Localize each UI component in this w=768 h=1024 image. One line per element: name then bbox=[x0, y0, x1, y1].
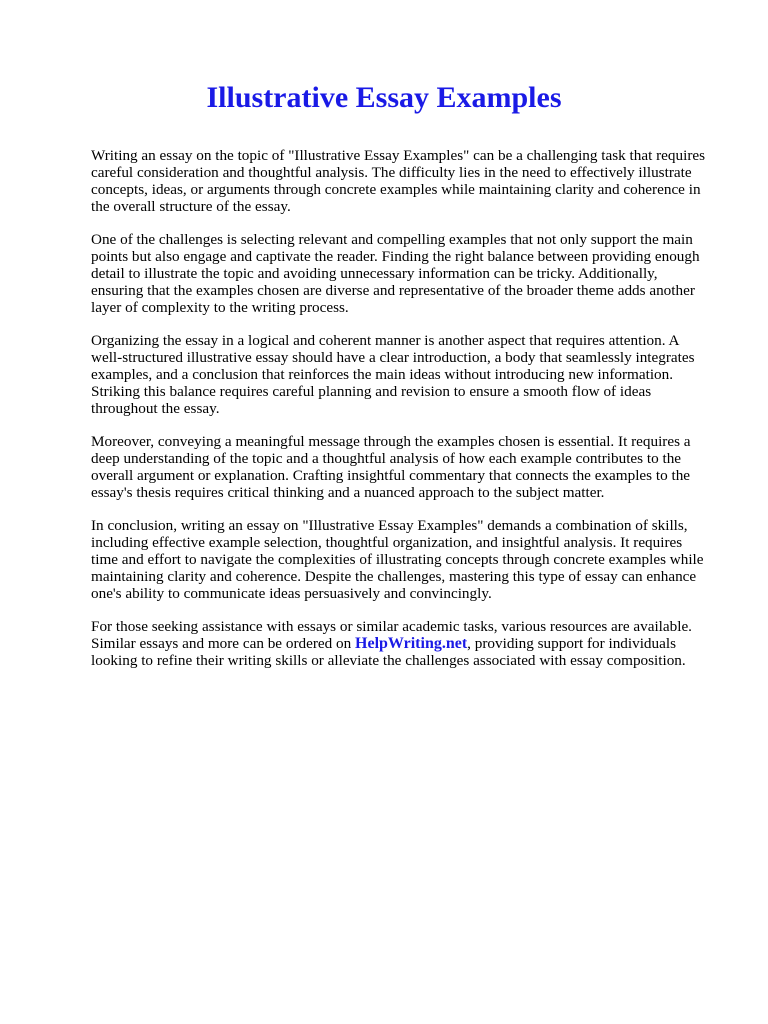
helpwriting-link[interactable]: HelpWriting.net bbox=[355, 635, 468, 652]
paragraph-1: Writing an essay on the topic of "Illustrative Essay Examples" can be a challenging task that requires careful consideration and thoughtful analysis. The difficulty lies in the need to effectively illustrate concepts, ideas, or arguments through concrete examples while maintaining clarity and coherence in the overall structure of the essay. bbox=[91, 147, 706, 215]
paragraph-2: One of the challenges is selecting relevant and compelling examples that not only support the main points but also engage and captivate the reader. Finding the right balance between providing enough detail to illustrate the topic and avoiding unnecessary information can be tricky. Additionally, ensuring that the examples chosen are diverse and representative of the broader theme adds another layer of complexity to the writing process. bbox=[91, 231, 700, 316]
paragraph-5: In conclusion, writing an essay on "Illustrative Essay Examples" demands a combination of skills, including effective example selection, thoughtful organization, and insightful analysis. It requires time and effort to navigate the complexities of illustrating concepts through concrete examples while maintaining clarity and coherence. Despite the challenges, mastering this type of essay can enhance one's ability to communicate ideas persuasively and convincingly. bbox=[91, 517, 704, 602]
paragraph-3: Organizing the essay in a logical and coherent manner is another aspect that requires attention. A well-structured illustrative essay should have a clear introduction, a body that seamlessly integrates examples, and a conclusion that reinforces the main ideas without introducing new information. Striking this balance requires careful planning and revision to ensure a smooth flow of ideas throughout the essay. bbox=[91, 332, 695, 417]
paragraph-6-after-link: , providing support for individuals looking to refine their writing skills or alleviate the challenges associated with essay composition. bbox=[91, 635, 686, 669]
essay-body bbox=[91, 147, 711, 685]
paragraph-6-before-link: For those seeking assistance with essays or similar academic tasks, various resources are available. Similar essays and more can be ordered on bbox=[91, 618, 692, 652]
paragraph-4: Moreover, conveying a meaningful message through the examples chosen is essential. It requires a deep understanding of the topic and a thoughtful analysis of how each example contributes to the overall argument or explanation. Crafting insightful commentary that connects the examples to the essay's thesis requires critical thinking and a nuanced approach to the subject matter. bbox=[91, 433, 691, 501]
page-title: Illustrative Essay Examples bbox=[206, 81, 562, 114]
paragraph-6 bbox=[91, 618, 711, 669]
